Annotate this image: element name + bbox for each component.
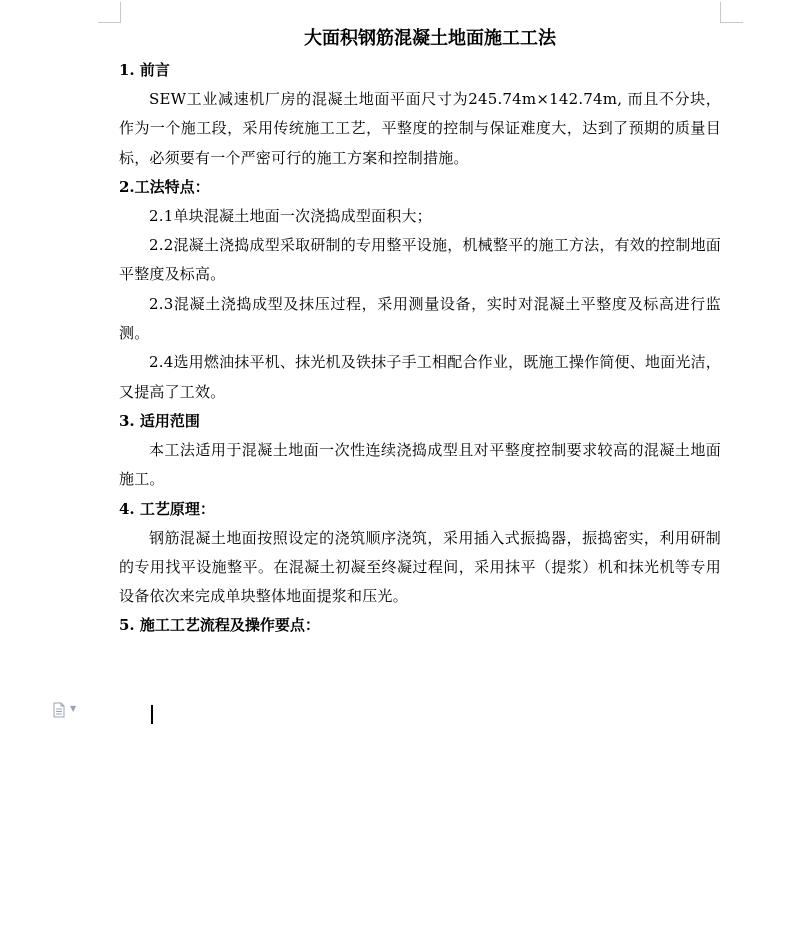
- section-2-item-3[interactable]: 2.3混凝土浇捣成型及抹压过程，采用测量设备，实时对混凝土平整度及标高进行监测。: [119, 294, 721, 343]
- page-corner-mark-top-right: [720, 2, 743, 23]
- paste-options-dropdown-icon[interactable]: ▼: [70, 704, 77, 713]
- section-heading-2[interactable]: 2.工法特点：: [119, 177, 210, 196]
- section-1-paragraph[interactable]: SEW工业减速机厂房的混凝土地面平面尺寸为245.74m×142.74m, 而且不分块，作为一个施工段，采用传统施工工艺，平整度的控制与保证难度大，达到了预期的质量目标，必须要有一个严密可行的施工方案和控制措施。: [119, 90, 721, 167]
- document-title[interactable]: 大面积钢筋混凝土地面施工工法: [304, 28, 556, 49]
- section-2-item-1[interactable]: 2.1单块混凝土地面一次浇捣成型面积大；: [149, 206, 432, 225]
- section-4-paragraph[interactable]: 钢筋混凝土地面按照设定的浇筑顺序浇筑，采用插入式振捣器，振捣密实，利用研制的专用找平设施整平。在混凝土初凝至终凝过程间，采用抹平（提浆）机和抹光机等专用设备依次来完成单块整体地面提浆和压光。: [119, 528, 721, 606]
- section-heading-4[interactable]: 4. 工艺原理：: [119, 499, 215, 518]
- paste-options-icon[interactable]: [52, 702, 66, 718]
- section-3-paragraph[interactable]: 本工法适用于混凝土地面一次性连续浇捣成型且对平整度控制要求较高的混凝土地面施工。: [119, 440, 721, 489]
- section-heading-5[interactable]: 5. 施工工艺流程及操作要点：: [119, 616, 320, 635]
- section-2-item-4[interactable]: 2.4选用燃油抹平机、抹光机及铁抹子手工相配合作业，既施工操作简便、地面光洁，又提高了工效。: [119, 353, 721, 401]
- page-corner-mark-top-left: [98, 2, 121, 23]
- document-page[interactable]: [119, 24, 721, 640]
- section-heading-3[interactable]: 3. 适用范围: [119, 411, 200, 430]
- text-cursor: [151, 705, 153, 724]
- section-2-item-2[interactable]: 2.2混凝土浇捣成型采取研制的专用整平设施，机械整平的施工方法，有效的控制地面平整度及标高。: [119, 236, 721, 284]
- section-heading-1[interactable]: 1. 前言: [119, 61, 170, 79]
